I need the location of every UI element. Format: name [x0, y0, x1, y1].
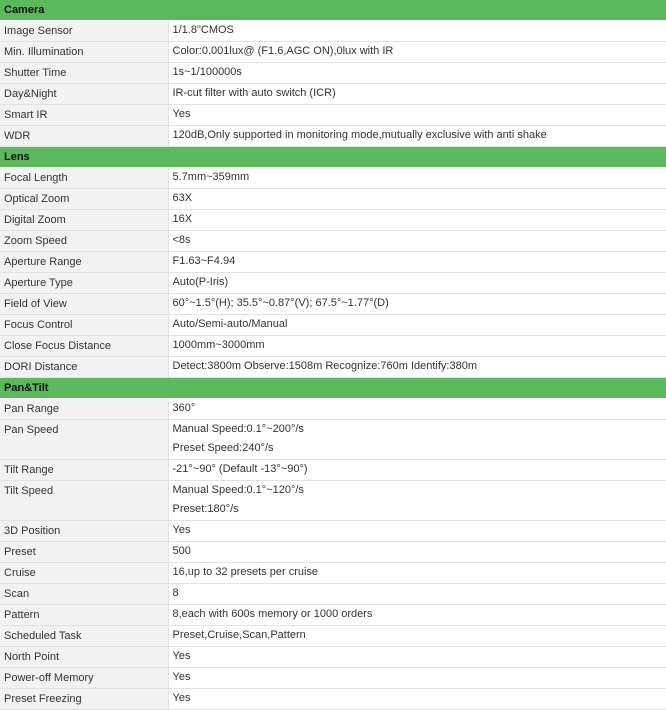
spec-value-line: 8,each with 600s memory or 1000 orders — [173, 605, 666, 624]
section-title: Lens — [0, 147, 666, 168]
spec-value — [168, 63, 666, 84]
table-row — [0, 126, 666, 147]
spec-value — [168, 42, 666, 63]
spec-value-line: 16,up to 32 presets per cruise — [173, 563, 666, 582]
spec-value-line: IR-cut filter with auto switch (ICR) — [173, 84, 666, 103]
spec-value — [168, 273, 666, 294]
spec-label: Image Sensor — [0, 21, 168, 42]
spec-value-line: Manual Speed:0.1°~120°/s — [173, 481, 666, 500]
spec-value-line: Yes — [173, 105, 666, 124]
table-row — [0, 605, 666, 626]
spec-label: North Point — [0, 647, 168, 668]
spec-label: Aperture Type — [0, 273, 168, 294]
spec-label: Digital Zoom — [0, 210, 168, 231]
table-row — [0, 521, 666, 542]
spec-label: Min. Illumination — [0, 42, 168, 63]
spec-value — [168, 399, 666, 420]
spec-value — [168, 336, 666, 357]
spec-value — [168, 521, 666, 542]
spec-value-line: Auto(P-Iris) — [173, 273, 666, 292]
table-row — [0, 168, 666, 189]
spec-value — [168, 542, 666, 563]
table-row — [0, 189, 666, 210]
spec-value-line: Color:0.001lux@ (F1.6,AGC ON),0lux with IR — [173, 42, 666, 61]
spec-value-line: Manual Speed:0.1°~200°/s — [173, 420, 666, 439]
table-row — [0, 584, 666, 605]
spec-label: Aperture Range — [0, 252, 168, 273]
spec-value-line: 8 — [173, 584, 666, 603]
spec-value-line: 63X — [173, 189, 666, 208]
spec-value — [168, 168, 666, 189]
spec-value — [168, 252, 666, 273]
table-row — [0, 542, 666, 563]
table-row — [0, 647, 666, 668]
spec-label: Focus Control — [0, 315, 168, 336]
spec-value-line: 360° — [173, 399, 666, 418]
spec-label: Tilt Speed — [0, 481, 168, 521]
table-row — [0, 460, 666, 481]
spec-label: Shutter Time — [0, 63, 168, 84]
spec-value-line: -21°~90° (Default -13°~90°) — [173, 460, 666, 479]
table-row — [0, 420, 666, 460]
spec-value — [168, 460, 666, 481]
table-row — [0, 481, 666, 521]
table-row — [0, 399, 666, 420]
spec-value — [168, 105, 666, 126]
spec-label: Smart IR — [0, 105, 168, 126]
section-header — [0, 0, 666, 21]
spec-label: Pan Range — [0, 399, 168, 420]
table-row — [0, 63, 666, 84]
spec-label: Field of View — [0, 294, 168, 315]
spec-label: Tilt Range — [0, 460, 168, 481]
spec-value-line: 5.7mm~359mm — [173, 168, 666, 187]
spec-value-line: Preset,Cruise,Scan,Pattern — [173, 626, 666, 645]
spec-label: Pattern — [0, 605, 168, 626]
spec-value — [168, 210, 666, 231]
spec-label: DORI Distance — [0, 357, 168, 378]
section-header — [0, 378, 666, 399]
spec-label: Preset — [0, 542, 168, 563]
spec-value — [168, 481, 666, 521]
spec-value — [168, 563, 666, 584]
spec-value-line: Yes — [173, 521, 666, 540]
spec-label: Day&Night — [0, 84, 168, 105]
spec-value — [168, 315, 666, 336]
spec-value — [168, 647, 666, 668]
spec-value — [168, 189, 666, 210]
spec-value-line: 1s~1/100000s — [173, 63, 666, 82]
spec-value — [168, 84, 666, 105]
spec-value-line: Yes — [173, 668, 666, 687]
spec-label: Scan — [0, 584, 168, 605]
spec-value — [168, 294, 666, 315]
spec-value-line: 1/1.8"CMOS — [173, 21, 666, 40]
table-row — [0, 689, 666, 710]
table-row — [0, 357, 666, 378]
spec-value — [168, 626, 666, 647]
spec-value-line: Detect:3800m Observe:1508m Recognize:760m Identify:380m — [173, 357, 666, 376]
table-row — [0, 105, 666, 126]
spec-value-line: Yes — [173, 689, 666, 708]
spec-value — [168, 420, 666, 460]
table-row — [0, 210, 666, 231]
spec-label: Cruise — [0, 563, 168, 584]
spec-value — [168, 21, 666, 42]
table-row — [0, 294, 666, 315]
section-title: Pan&Tilt — [0, 378, 666, 399]
spec-value-line: <8s — [173, 231, 666, 250]
spec-value-line: 500 — [173, 542, 666, 561]
spec-value-line: Yes — [173, 647, 666, 666]
table-row — [0, 273, 666, 294]
spec-label: Power-off Memory — [0, 668, 168, 689]
spec-value — [168, 126, 666, 147]
table-row — [0, 315, 666, 336]
spec-value-line: 16X — [173, 210, 666, 229]
spec-label: Zoom Speed — [0, 231, 168, 252]
spec-label: Focal Length — [0, 168, 168, 189]
table-row — [0, 668, 666, 689]
spec-value-line: 60°~1.5°(H); 35.5°~0.87°(V); 67.5°~1.77°(D) — [173, 294, 666, 313]
spec-value — [168, 689, 666, 710]
table-row — [0, 231, 666, 252]
spec-label: Close Focus Distance — [0, 336, 168, 357]
table-row — [0, 21, 666, 42]
table-row — [0, 252, 666, 273]
table-row — [0, 42, 666, 63]
spec-value — [168, 231, 666, 252]
spec-value-line: F1.63~F4.94 — [173, 252, 666, 271]
spec-value-line: Auto/Semi-auto/Manual — [173, 315, 666, 334]
table-row — [0, 626, 666, 647]
spec-value — [168, 668, 666, 689]
spec-value-line: 120dB,Only supported in monitoring mode,mutually exclusive with anti shake — [173, 126, 666, 145]
spec-label: Scheduled Task — [0, 626, 168, 647]
section-header — [0, 147, 666, 168]
section-title: Camera — [0, 0, 666, 21]
spec-label: Preset Freezing — [0, 689, 168, 710]
spec-value — [168, 584, 666, 605]
spec-value — [168, 605, 666, 626]
spec-value-line: 1000mm~3000mm — [173, 336, 666, 355]
table-row — [0, 84, 666, 105]
spec-value — [168, 357, 666, 378]
spec-value-line: Preset:180°/s — [173, 500, 666, 519]
spec-label: Optical Zoom — [0, 189, 168, 210]
spec-value-line: Preset Speed:240°/s — [173, 439, 666, 458]
spec-label: 3D Position — [0, 521, 168, 542]
spec-label: WDR — [0, 126, 168, 147]
spec-label: Pan Speed — [0, 420, 168, 460]
table-row — [0, 336, 666, 357]
table-row — [0, 563, 666, 584]
